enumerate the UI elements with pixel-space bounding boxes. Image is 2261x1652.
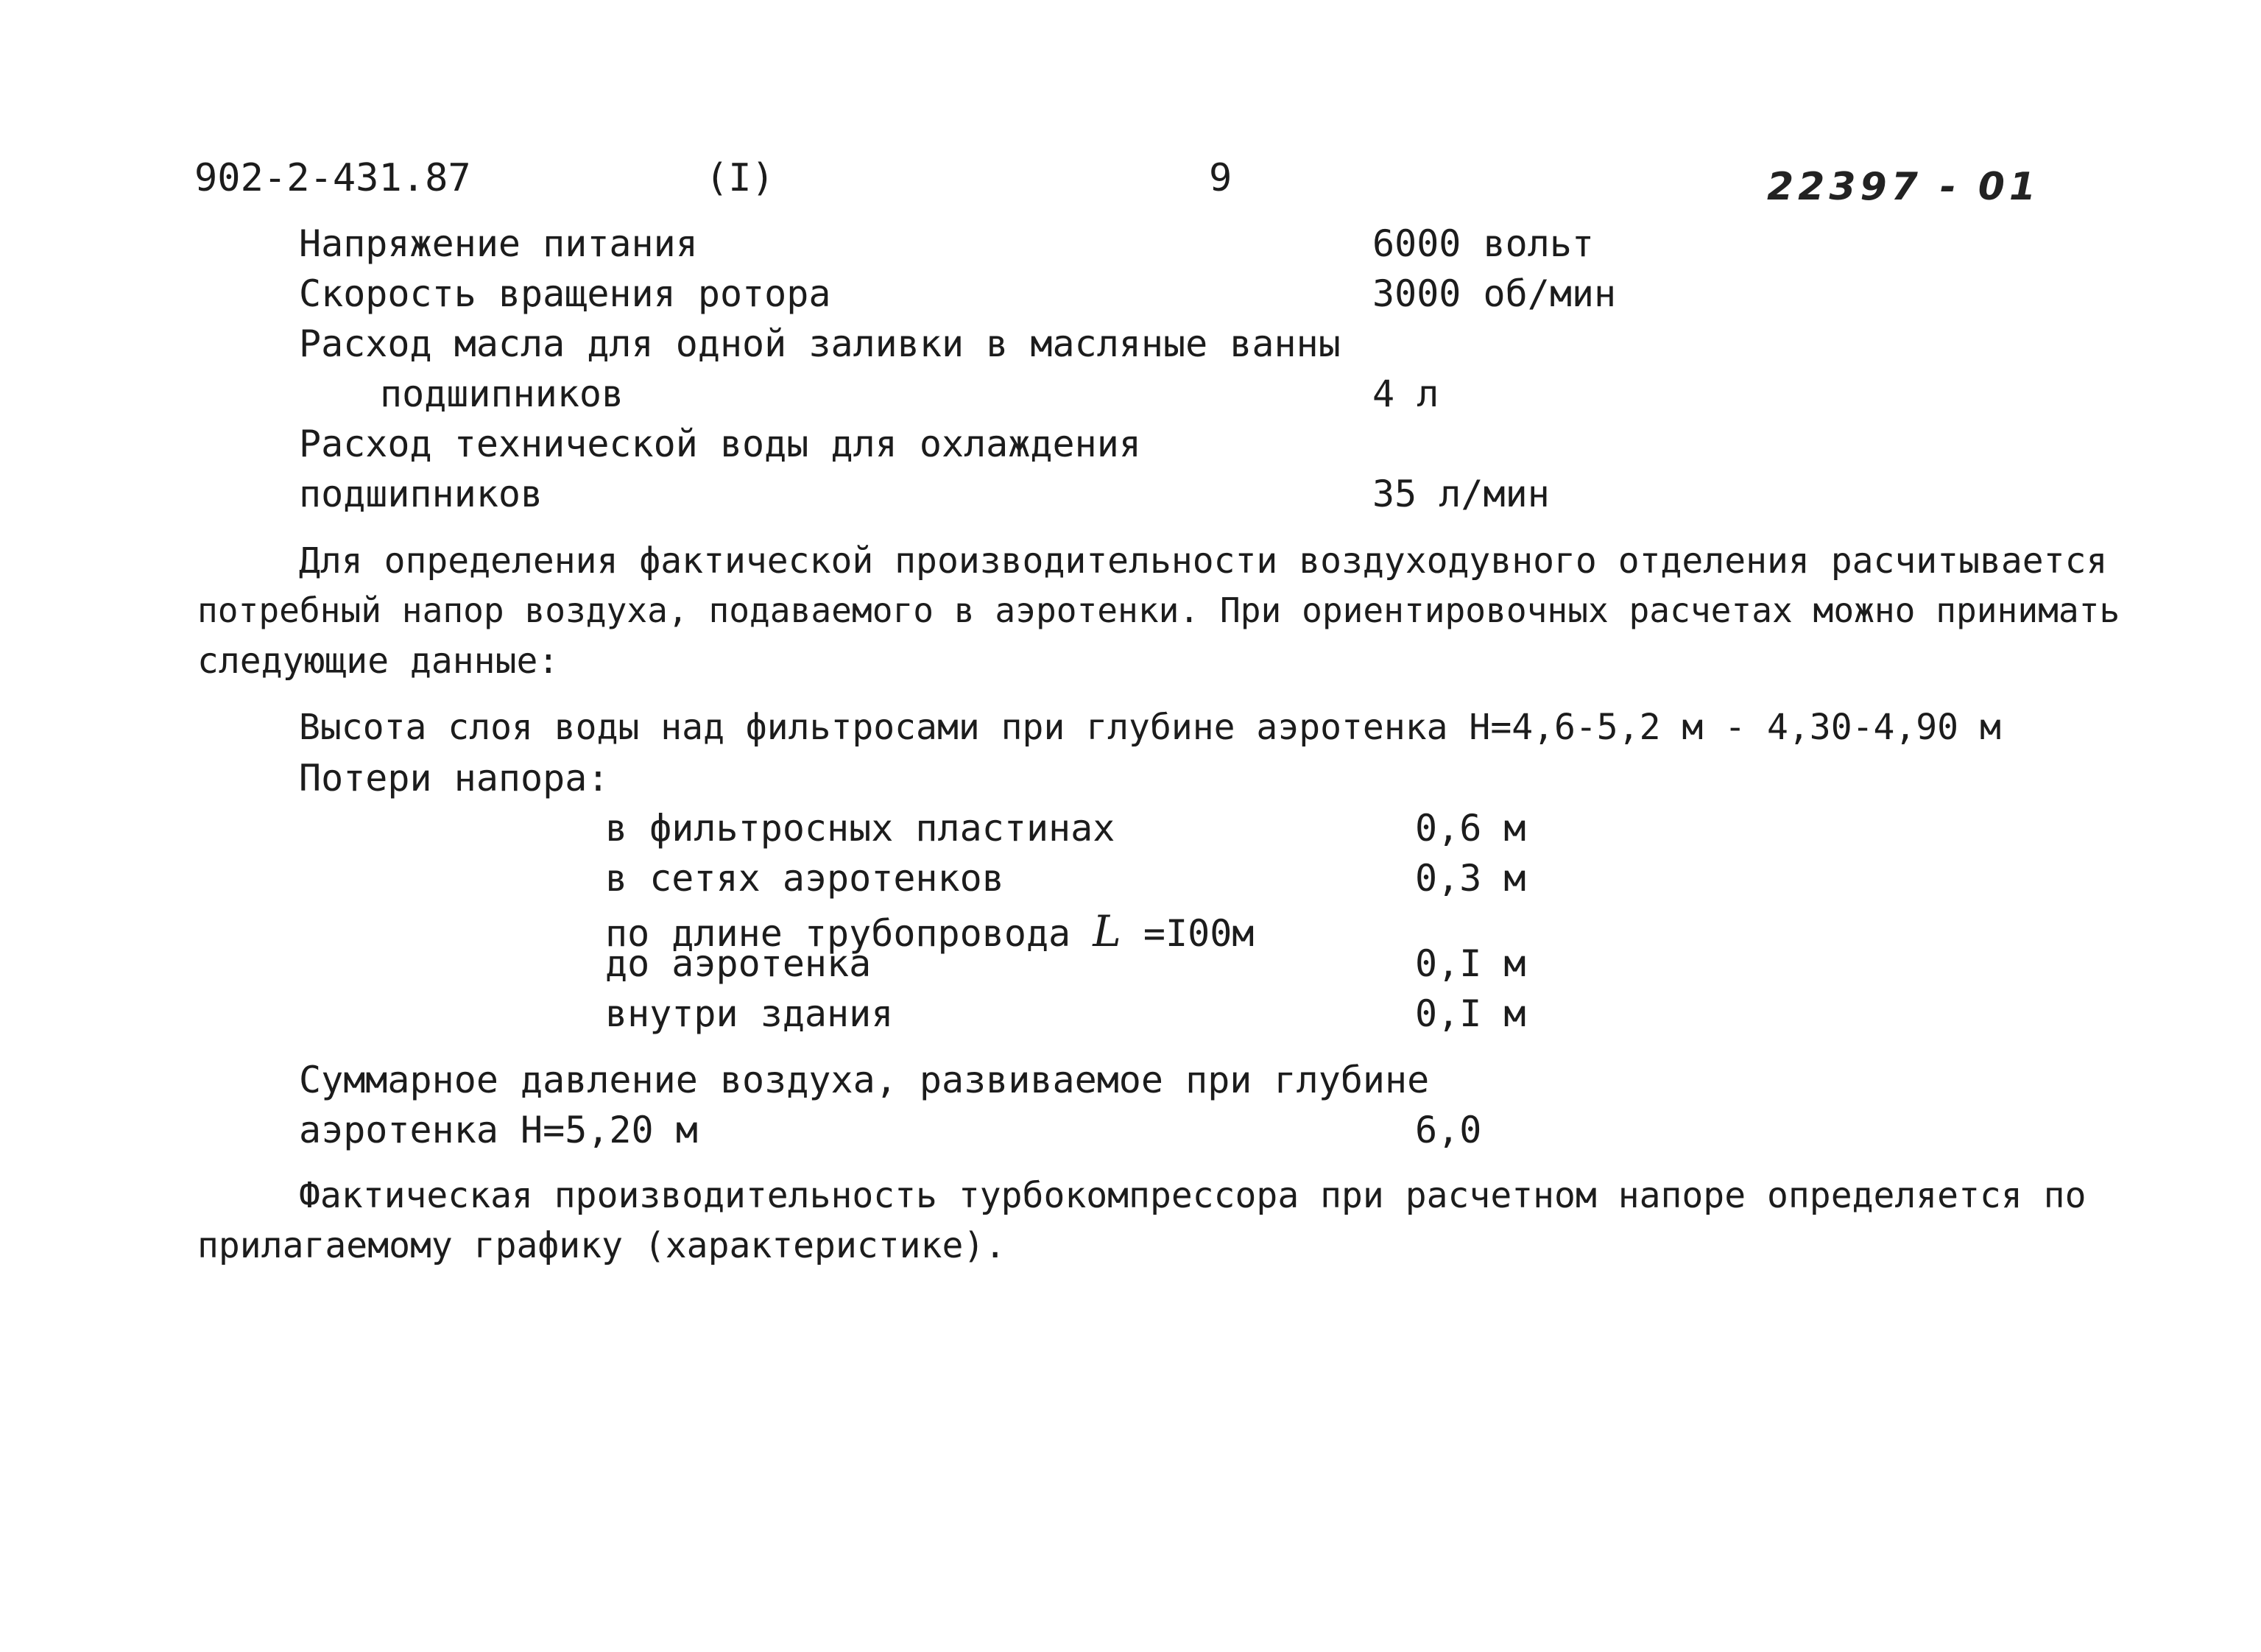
- water-layer-height: Высота слоя воды над фильтросами при глубине аэротенка Н=4,6-5,2 м - 4,30-4,90 м: [299, 707, 2001, 748]
- section-number: (I): [705, 156, 775, 200]
- spec-value-rotor-speed: 3000 об/мин: [1372, 272, 1617, 315]
- loss-value-aerotank-networks: 0,3 м: [1415, 857, 1526, 900]
- spec-value-voltage: 6000 вольт: [1372, 222, 1595, 265]
- loss-label-pipeline-length: =I00м: [1143, 912, 1255, 955]
- document-code: 902-2-431.87: [194, 156, 471, 200]
- paragraph2-line1: Фактическая производительность турбокомпрессора при расчетном напоре определяется по: [299, 1175, 2087, 1216]
- spec-value-oil: 4 л: [1372, 373, 1439, 415]
- loss-label-pipeline-text: по длине трубопровода: [605, 912, 1071, 955]
- paragraph1-line3: следующие данные:: [197, 640, 560, 682]
- paragraph1-line1: Для определения фактической производительности воздуходувного отделения расчитывается: [299, 540, 2108, 582]
- total-pressure-line1: Суммарное давление воздуха, развиваемое при глубине: [299, 1059, 1430, 1101]
- spec-label-voltage: Напряжение питания: [299, 222, 698, 265]
- total-pressure-line2: аэротенка Н=5,20 м: [299, 1109, 698, 1151]
- loss-label-filter-plates: в фильтросных пластинах: [605, 807, 1115, 850]
- page-number: 9: [1209, 156, 1232, 200]
- spec-value-water: 35 л/мин: [1372, 473, 1550, 515]
- spec-label-oil-line1: Расход масла для одной заливки в масляные ванны: [299, 322, 1341, 365]
- pressure-losses-heading: Потери напора:: [299, 757, 610, 799]
- paragraph2-line2: прилагаемому графику (характеристике).: [197, 1225, 1006, 1266]
- spec-label-water-line2: подшипников: [299, 473, 543, 515]
- loss-label-pipeline-line2: до аэротенка: [605, 942, 872, 985]
- loss-value-filter-plates: 0,6 м: [1415, 807, 1526, 850]
- spec-label-oil-line2: подшипников: [380, 373, 624, 415]
- loss-value-pipeline: 0,I м: [1415, 942, 1526, 985]
- spec-label-rotor-speed: Скорость вращения ротора: [299, 272, 831, 315]
- loss-value-inside-building: 0,I м: [1415, 992, 1526, 1035]
- spec-label-water-line1: Расход технической воды для охлаждения: [299, 423, 1141, 465]
- handwritten-length-mark: L: [1093, 906, 1121, 956]
- paragraph1-line2: потребный напор воздуха, подаваемого в аэротенки. При ориентировочных расчетах можно принимать: [197, 590, 2120, 630]
- handwritten-inventory-number: 22397 - 01: [1767, 165, 2041, 209]
- total-pressure-value: 6,0: [1415, 1109, 1482, 1151]
- loss-label-inside-building: внутри здания: [605, 992, 894, 1035]
- loss-label-aerotank-networks: в сетях аэротенков: [605, 857, 1004, 900]
